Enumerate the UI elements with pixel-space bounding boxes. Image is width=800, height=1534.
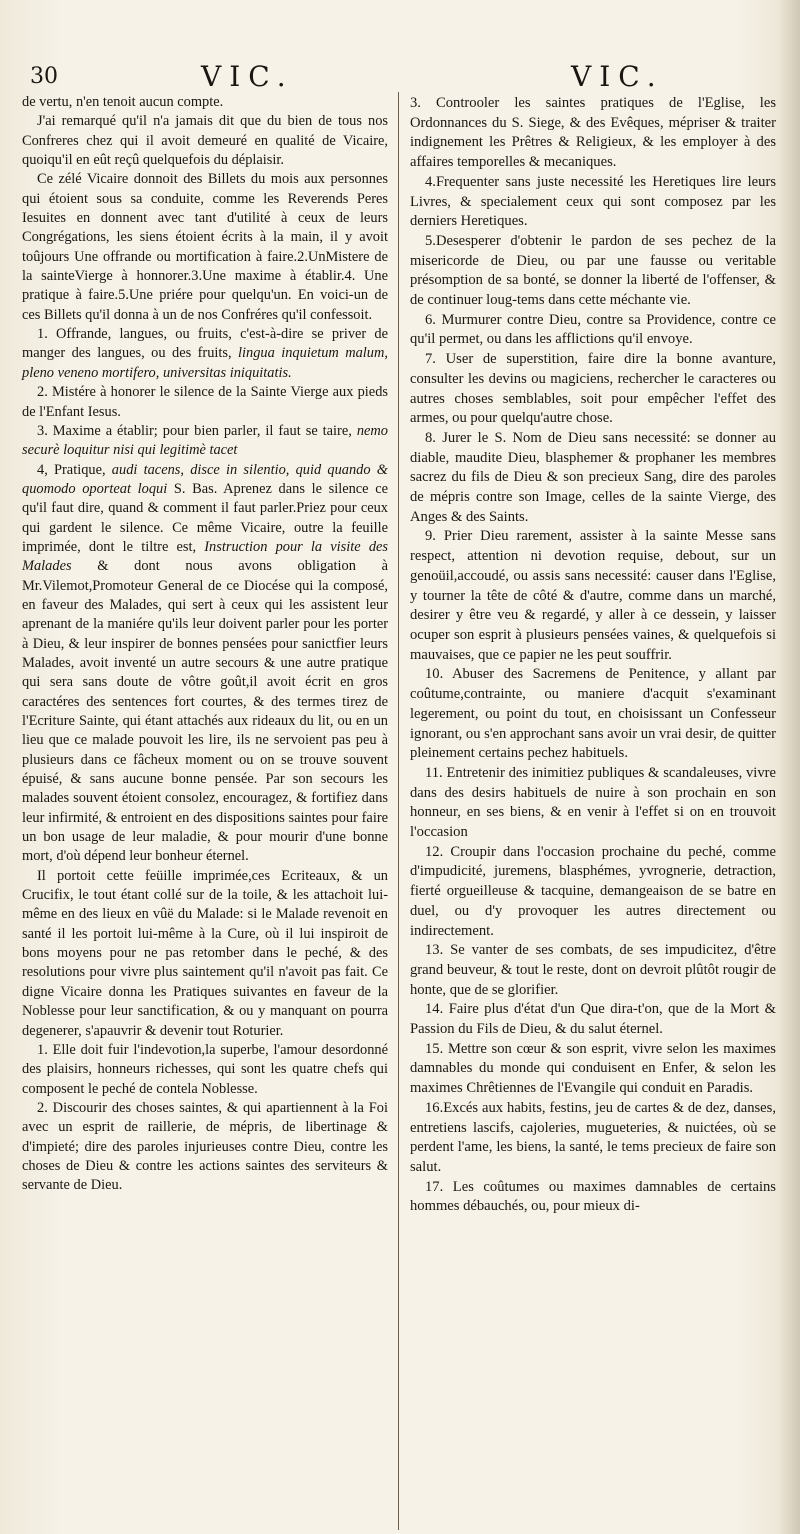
paragraph <box>410 527 776 665</box>
right-column <box>410 94 776 1217</box>
page-number: 30 <box>30 64 58 89</box>
paragraph-text: 14. Faire plus d'état d'un Que dira-t'on, que de la Mort & Passion du Fils de Dieu, & du salut éternel. <box>410 1001 776 1038</box>
paragraph-text: 8. Jurer le S. Nom de Dieu sans necessité: se donner au diable, maudite Dieu, blasphemer & prophaner les membres sacrez du fils de Dieu & son precieux Sang, dire des paroles de mépris contre son Image, celles de la sainte Vierge, des Anges & des Saints. <box>410 429 776 525</box>
paragraph-text: 17. Les coûtumes ou maximes damnables de certains hommes débauchés, ou, pour mieux di- <box>410 1178 776 1215</box>
paragraph-text: 5.Desesperer d'obtenir le pardon de ses pechez de la misericorde de Dieu, ou par une fausse ou veritable présomption de sa bonté, se donner la liberté de l'offenser, & de continuer loug-tems dans cette méchante vie. <box>410 232 776 309</box>
paragraph <box>22 422 388 461</box>
paragraph <box>22 1099 388 1196</box>
paragraph-text: 10. Abuser des Sacremens de Penitence, y allant par coûtume,contrainte, ou maniere d'acquit s'examinant legerement, ou point du tout, en choisissant un Confesseur ignorant, ou s'en approchant sans avoir un vrai desir, de quitter pleinement certains pechez habituels. <box>410 666 776 762</box>
paragraph <box>22 461 388 867</box>
paragraph-text: 4, Pratique, <box>37 461 106 478</box>
latin-quotation: lingua inquietum malum, pleno veneno mortifero, universitas iniquitatis. <box>22 345 388 381</box>
page-header <box>26 60 774 96</box>
paragraph-text: 1. Elle doit fuir l'indevotion,la superbe, l'amour desordonné des plaisirs, honneurs richesses, qui sont les quatre chefs qui composent le peché de contela Noblesse. <box>22 1041 388 1097</box>
paragraph <box>410 665 776 764</box>
column-divider <box>398 92 399 1530</box>
paragraph <box>410 173 776 232</box>
paragraph-text: & dont nous avons obligation à Mr.Vilemot,Promoteur General de ce Diocése qui la composé, en faveur des Malades, qui sert à ceux qui les assistent leur aprenant de la maniére qu'ils leur doivent parler pour les porter à Dieu, & leur inspirer de bonnes pensées pour sanictfier leurs Malades, avoit inventé un autre secours & une autre pratique qui sera sans doute de vôtre goût,il avoit écrit en gros caractéres des sentences fort courtes, & des termes tirez de l'Ecriture Sainte, qui étant attachés aux rideaux du lit, ou en un lieu que ce malade pouvoit les lire, ils ne servoient pas peu à plusieurs dans ce fâcheux moment ou on se trouve souvent épuisé, & sans aucune bonne pensée. Par son secours les malades souvent étoient consolez, encouragez, & fortifiez dans leur infirmité, & entroient en des dispositions saintes pour faire un bon usage de leur maladie, & pour mourir d'une bonne mort, d'où dépend leur bonheur éternel. <box>22 558 388 865</box>
paragraph <box>410 94 776 173</box>
paragraph-text: de vertu, n'en tenoit aucun compte. <box>22 94 224 110</box>
paragraph-text: Il portoit cette feüille imprimée,ces Ecriteaux, & un Crucifix, le tout étant collé sur de la toile, & les attachoit lui-même en des lieux en vûë du Malade: si le Malade revenoit en santé il les portoit lui-même à la Cure, où il lui inspiroit de bons moyens pour ne pas retomber dans le peché, & des resolutions pour vivre plus saintement qu'il n'avoit pas fait. Ce digne Vicaire donna les Pratiques suivantes en faveur de la Noblesse pour leur sanctification, & ou y manquant on pourra degenerer, s'apauvrir & devenir tout Roturier. <box>22 867 388 1039</box>
paragraph-text: 2. Mistére à honorer le silence de la Sainte Vierge aux pieds de l'Enfant Iesus. <box>22 384 388 420</box>
paragraph-text: 13. Se vanter de ses combats, de ses impudicitez, d'être grand beuveur, & tout le reste, dont on devroit plûtôt rougir de honte, que de se glorifier. <box>410 942 776 998</box>
paragraph <box>410 1099 776 1178</box>
paragraph <box>410 1040 776 1099</box>
paragraph-text: S. Bas. Aprenez dans le silence ce qu'il faut dire, quand & comment il faut parler.Priez pour ceux qui gardent le silence. Ce même Vicaire, outre la feuille imprimée, dont le tiltre est, <box>22 480 388 555</box>
paragraph-text: 9. Prier Dieu rarement, assister à la sainte Messe sans respect, attention ni devotion requise, debout, sur un genoüil,accoudé, ou assis sans necessité: causer dans l'Eglise, y tourner la tête de côté & d'autre, comme dans un marché, desirer y être veu & regardé, y aller à ce dessein, y laisser ocuper son esprit à plusieurs pensées vaines, & quelquefois si mauvaises, que ce papier ne les peut souffrir. <box>410 528 776 663</box>
paragraph <box>410 429 776 528</box>
paragraph-text: J'ai remarqué qu'il n'a jamais dit que du bien de tous nos Confreres chez qui il avoit demeuré en qualité de Vicaire, quoiqu'il en eût reçû quelquefois du déplaisir. <box>22 113 388 169</box>
paragraph <box>22 325 388 383</box>
paragraph-text: 16.Excés aux habits, festins, jeu de cartes & de dez, danses, entretiens lascifs, cajoleries, mugueteries, & nuictées, où se perdent l'ame, les biens, la santé, le tems precieux de faire son salut. <box>410 1099 776 1175</box>
paragraph <box>22 112 388 170</box>
paragraph-text: 15. Mettre son cœur & son esprit, vivre selon les maximes damnables du monde qui conduisent en Enfer, & selon les maximes Chrêtiennes de l'Evangile qui conduit en Paradis. <box>410 1040 776 1097</box>
paragraph <box>22 867 388 1041</box>
latin-quotation: Instruction pour la visite des Malades <box>22 538 388 575</box>
paragraph <box>410 1000 776 1039</box>
paragraph-text: 3. Controoler les saintes pratiques de l'Eglise, les Ordonnances du S. Siege, & des Evêques, mépriser & traiter indignement les Prêtres & Religieux, & les employer à des affaires temporelles & mecaniques. <box>410 95 776 171</box>
paragraph <box>410 232 776 311</box>
latin-quotation: nemo securè loquitur nisi qui legitimè tacet <box>22 422 388 459</box>
paragraph-text: 4.Frequenter sans juste necessité les Heretiques lire leurs Livres, & specialement ceux qui sont composez par les derniers Heretiques. <box>410 173 776 230</box>
paragraph-text: 2. Discourir des choses saintes, & qui apartiennent à la Foi avec un esprit de raillerie, de mépris, de libertinage & d'impieté; dire des paroles injurieuses contre Dieu, contre les choses de Dieu & contre les actions saintes des serviteurs & servante de Dieu. <box>22 1099 388 1194</box>
paragraph-text: 1. Offrande, langues, ou fruits, c'est-à-dire se priver de manger des langues, ou des fruits, <box>22 326 388 362</box>
paragraph <box>410 311 776 350</box>
running-head-left: VIC. <box>201 60 294 93</box>
paragraph-text: 3. Maxime a établir; pour bien parler, il faut se taire, <box>37 422 352 439</box>
paragraph-text: 12. Croupir dans l'occasion prochaine du peché, comme d'impudicité, juremens, blasphémes, yvrognerie, detraction, fierté orgueilleuse & tacquine, demangeaison de se batre en duel, ou d'y provoquer les autres directement ou indirectement. <box>410 843 776 939</box>
page-edge-shadow <box>778 0 800 1534</box>
paragraph <box>22 383 388 422</box>
paragraph-text: 7. User de superstition, faire dire la bonne avanture, consulter les devins ou magiciens, rechercher le caracteres ou autres choses semblables, soit pour empêcher l'effet des armes, ou pour quelqu'autre chose. <box>410 351 776 427</box>
paragraph <box>22 93 388 112</box>
paragraph <box>410 941 776 1000</box>
paragraph <box>22 170 388 325</box>
latin-quotation: audi tacens, disce in silentio, quid quando & quomodo oporteat loqui <box>22 461 388 497</box>
paragraph <box>410 350 776 429</box>
paragraph-text: 6. Murmurer contre Dieu, contre sa Providence, contre ce qu'il permet, ou dans les afflictions qu'il envoye. <box>410 311 776 348</box>
paragraph-text: Ce zélé Vicaire donnoit des Billets du mois aux personnes qui étoient sous sa conduite, comme les Reverends Peres Iesuites en donnent avec tant d'utilité à ceux de leurs Congrégations, les siens étoient écrits à la main, il y avoit toûjours Une offrande ou mortification à faire.2.UnMistere de la sainteVierge à honnorer.3.Une maxime à établir.4. Une pratique à faire.5.Une priére pour quelqu'un. En voici-un de ces Billets qu'il donna à un de nos Confréres qu'il confessoit. <box>22 171 388 323</box>
left-column <box>22 93 388 1196</box>
paragraph <box>410 764 776 843</box>
paragraph-text: 11. Entretenir des inimitiez publiques & scandaleuses, vivre dans des desirs habituels de nuire à son prochain en son honneur, en ses biens, & en venir à l'effet si on en trouvoit l'occasion <box>410 764 776 841</box>
running-head-right: VIC. <box>571 60 664 93</box>
paragraph <box>22 1041 388 1099</box>
paragraph <box>410 843 776 942</box>
paragraph <box>410 1178 776 1217</box>
